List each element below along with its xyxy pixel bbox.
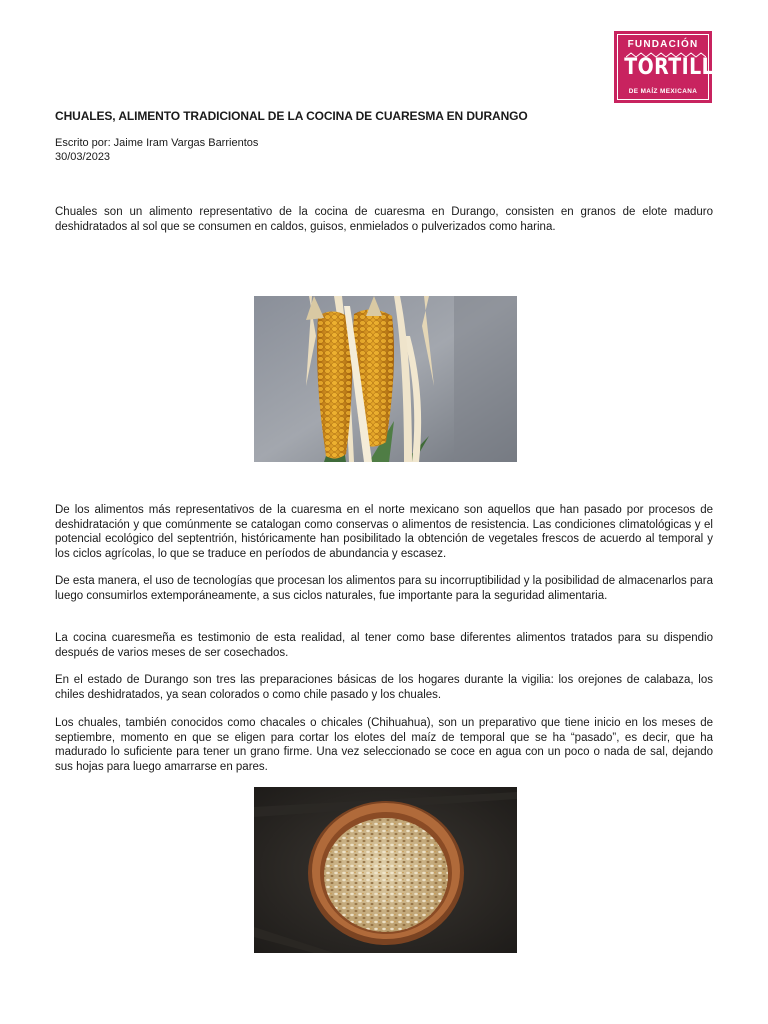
body-paragraph-3: La cocina cuaresmeña es testimonio de esta realidad, al tener como base diferentes alimentos tratados para su dispendio después de varios meses de ser cosechados. — [55, 632, 713, 659]
logo-bottom-text: DE MAÍZ MEXICANA — [628, 88, 698, 95]
article-date: 30/03/2023 — [55, 151, 111, 163]
intro-paragraph: Chuales son un alimento representativo de la cocina de cuaresma en Durango, consisten en granos de elote maduro deshidratados al sol que se consumen en caldos, guisos, enmielados o pulverizados como harina. — [55, 206, 713, 233]
logo-main-text: TORTILLA — [624, 55, 730, 80]
body-paragraph-2: De esta manera, el uso de tecnologías que procesan los alimentos para su incorruptibilidad y la posibilidad de almacenarlos para luego consumirlos extemporáneamente, a sus ciclos naturales, fue importante para la seguridad alimentaria. — [55, 575, 713, 602]
logo-top-text: FUNDACIÓN — [627, 39, 699, 50]
dried-corn-cobs-photo — [254, 296, 517, 462]
chuales-bowl-photo — [254, 787, 517, 953]
body-paragraph-5: Los chuales, también conocidos como chacales o chicales (Chihuahua), son un preparativo que tiene inicio en los meses de septiembre, momento en que se eligen para cortar los elotes del maíz de temporal que se ha “pasado”, es decir, que ha madurado lo suficiente para tener un grano firme. Una vez seleccionado se coce en agua con un poco o nada de sal, dejando sus hojas para luego amarrarse en pares. — [55, 717, 713, 773]
article-title: CHUALES, ALIMENTO TRADICIONAL DE LA COCINA DE CUARESMA EN DURANGO — [55, 109, 528, 123]
fundacion-tortilla-logo — [614, 31, 730, 103]
article-meta — [55, 136, 258, 164]
body-paragraph-4: En el estado de Durango son tres las preparaciones básicas de los hogares durante la vigilia: los orejones de calabaza, los chiles deshidratados, ya sean colorados o como chile pasado y los chuales. — [55, 674, 713, 701]
body-paragraph-1: De los alimentos más representativos de la cuaresma en el norte mexicano son aquellos que han pasado por procesos de deshidratación y que comúnmente se catalogan como conservas o alimentos de resistencia. Las condiciones climatológicas y el potencial ecológico del septentrión, históricamente han posibilitado la obtención de vegetales frescos de acuerdo al temporal y los ciclos agrícolas, lo que se traduce en períodos de abundancia y escasez. — [55, 504, 713, 560]
article-author: Escrito por: Jaime Iram Vargas Barrientos — [55, 137, 259, 149]
